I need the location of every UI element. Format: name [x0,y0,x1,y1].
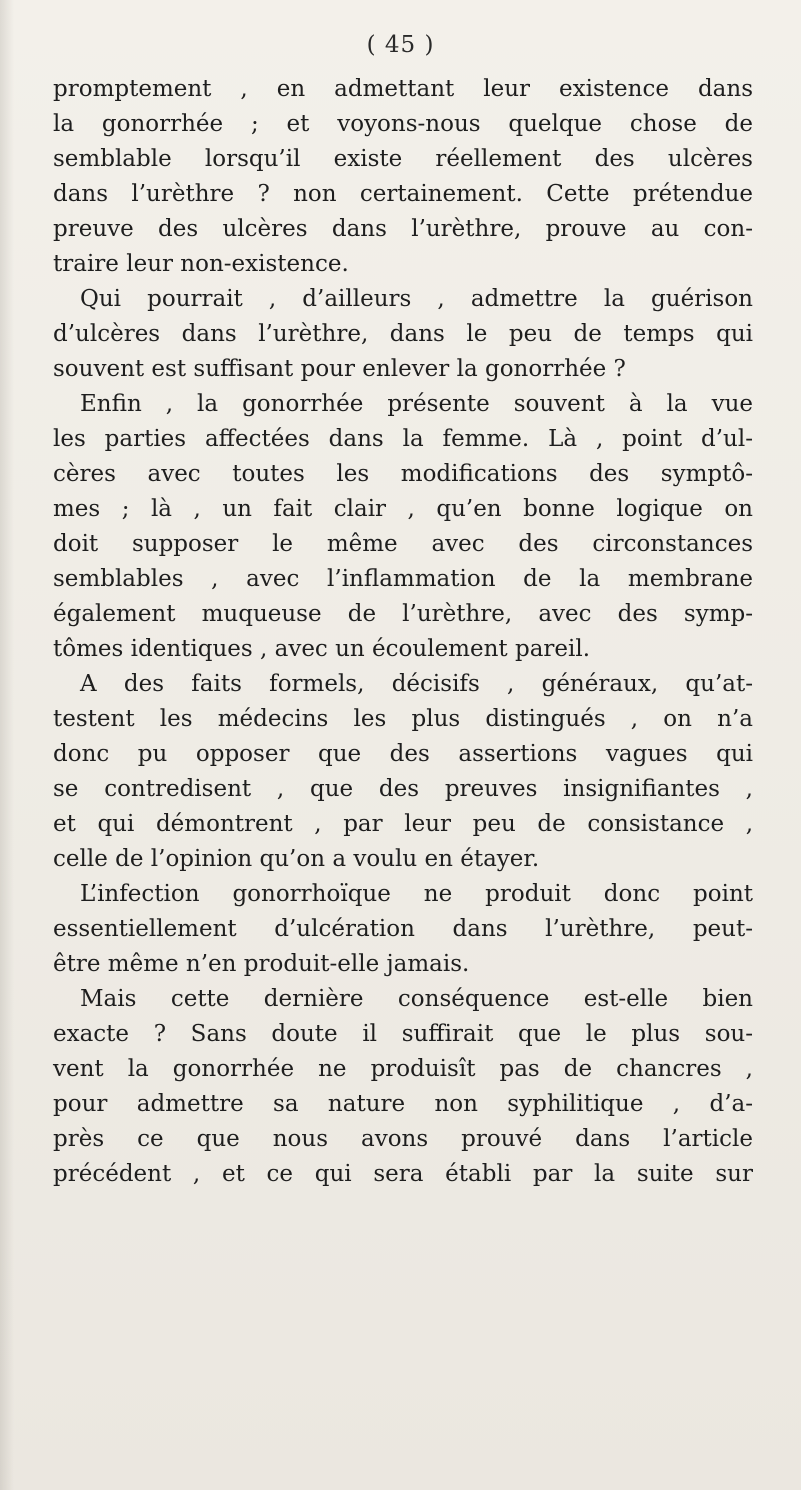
page-edge-shadow [0,0,14,1490]
text-line: Enfin , la gonorrhée présente souvent à la vue [80,391,753,417]
text-line: se contredisent , que des preuves insignifiantes , [53,776,753,802]
text-line: souvent est suffisant pour enlever la gonorrhée ? [53,356,626,382]
text-line: précédent , et ce qui sera établi par la suite sur [53,1161,753,1187]
text-line: cères avec toutes les modifications des symptô- [53,461,753,487]
text-line: semblable lorsqu’il existe réellement des ulcères [53,146,753,172]
text-line: et qui démontrent , par leur peu de consistance , [53,811,753,837]
text-line: les parties affectées dans la femme. Là , point d’ul- [53,426,753,452]
text-line: promptement , en admettant leur existence dans [53,76,753,102]
text-line: testent les médecins les plus distingués , on n’a [53,706,753,732]
text-line: Mais cette dernière conséquence est-elle bien [80,986,753,1012]
text-line: traire leur non-existence. [53,251,349,277]
text-line: également muqueuse de l’urèthre, avec des symp- [53,601,753,627]
text-line: exacte ? Sans doute il suffirait que le plus sou- [53,1021,753,1047]
text-line: d’ulcères dans l’urèthre, dans le peu de temps qui [53,321,753,347]
text-line: mes ; là , un fait clair , qu’en bonne logique on [53,496,753,522]
text-line: donc pu opposer que des assertions vagues qui [53,741,753,767]
text-line: A des faits formels, décisifs , généraux, qu’at- [80,671,753,697]
body-text [53,72,753,1192]
page-number: ( 45 ) [366,32,435,58]
text-line: la gonorrhée ; et voyons-nous quelque chose de [53,111,753,137]
text-line: vent la gonorrhée ne produisît pas de chancres , [53,1056,753,1082]
text-line: preuve des ulcères dans l’urèthre, prouve au con- [53,216,753,242]
text-line: essentiellement d’ulcération dans l’urèthre, peut- [53,916,753,942]
text-line: tômes identiques , avec un écoulement pareil. [53,636,591,662]
text-line: celle de l’opinion qu’on a voulu en étayer. [53,846,540,872]
text-line: près ce que nous avons prouvé dans l’article [53,1126,753,1152]
text-line: être même n’en produit-elle jamais. [53,951,470,977]
text-line: dans l’urèthre ? non certainement. Cette prétendue [53,181,753,207]
text-line: L’infection gonorrhoïque ne produit donc point [80,881,753,907]
text-line: Qui pourrait , d’ailleurs , admettre la guérison [80,286,753,312]
text-line: doit supposer le même avec des circonstances [53,531,753,557]
text-line: pour admettre sa nature non syphilitique , d’a- [53,1091,753,1117]
text-line: semblables , avec l’inflammation de la membrane [53,566,753,592]
